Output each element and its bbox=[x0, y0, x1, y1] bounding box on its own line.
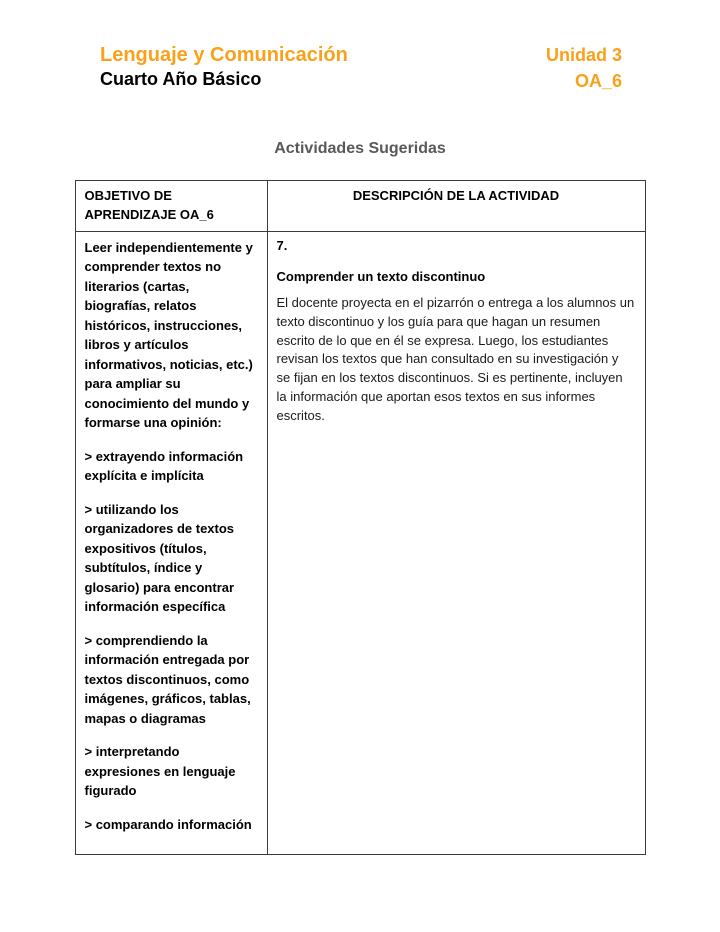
objective-bullet: > interpretando expresiones en lenguaje figurado bbox=[84, 744, 236, 799]
activity-description-cell bbox=[267, 231, 645, 855]
grade-subtitle: Cuarto Año Básico bbox=[100, 69, 262, 89]
subject-title: Lenguaje y Comunicación bbox=[100, 44, 348, 66]
header-left-block bbox=[100, 42, 348, 91]
description-column-header: DESCRIPCIÓN DE LA ACTIVIDAD bbox=[267, 181, 645, 232]
objective-bullet-list bbox=[85, 447, 258, 835]
objective-bullet: > extrayendo información explícita e implícita bbox=[84, 448, 244, 484]
objective-cell bbox=[75, 231, 267, 855]
header-right-block bbox=[546, 42, 622, 94]
objective-bullet: > comparando información bbox=[84, 816, 252, 832]
document-header bbox=[0, 0, 720, 94]
table-header-row bbox=[75, 181, 645, 232]
activities-table bbox=[75, 180, 646, 855]
activity-number: 7. bbox=[276, 237, 288, 253]
objective-bullet: > utilizando los organizadores de textos expositivos (títulos, subtítulos, índice y glosario) para encontrar información específica bbox=[84, 501, 235, 615]
activity-title: Comprender un texto discontinuo bbox=[276, 268, 486, 284]
objective-bullet: > comprendiendo la información entregada por textos discontinuos, como imágenes, gráficos, tablas, mapas o diagramas bbox=[84, 632, 251, 726]
table-body-row bbox=[75, 231, 645, 855]
objective-intro-text: Leer independientemente y comprender textos no literarios (cartas, biografías, relatos históricos, instrucciones, libros y artículos informativos, noticias, etc.) para ampliar su conocimiento del mundo y formarse una opinión: bbox=[84, 239, 253, 431]
oa-code-label: OA_6 bbox=[574, 71, 622, 92]
section-title: Actividades Sugeridas bbox=[274, 140, 446, 158]
activity-body-text: El docente proyecta en el pizarrón o entrega a los alumnos un texto discontinuo y los guía para que hagan un resumen escrito de lo que en él se expresa. Luego, los estudiantes revisan los textos que han consultado en su investigación y se fijan en los textos discontinuos. Si es pertinente, incluyen la información que aportan esos textos en sus informes escritos. bbox=[276, 294, 635, 423]
objective-column-header: OBJETIVO DE APRENDIZAJE OA_6 bbox=[75, 181, 267, 232]
unit-label: Unidad 3 bbox=[545, 45, 622, 65]
